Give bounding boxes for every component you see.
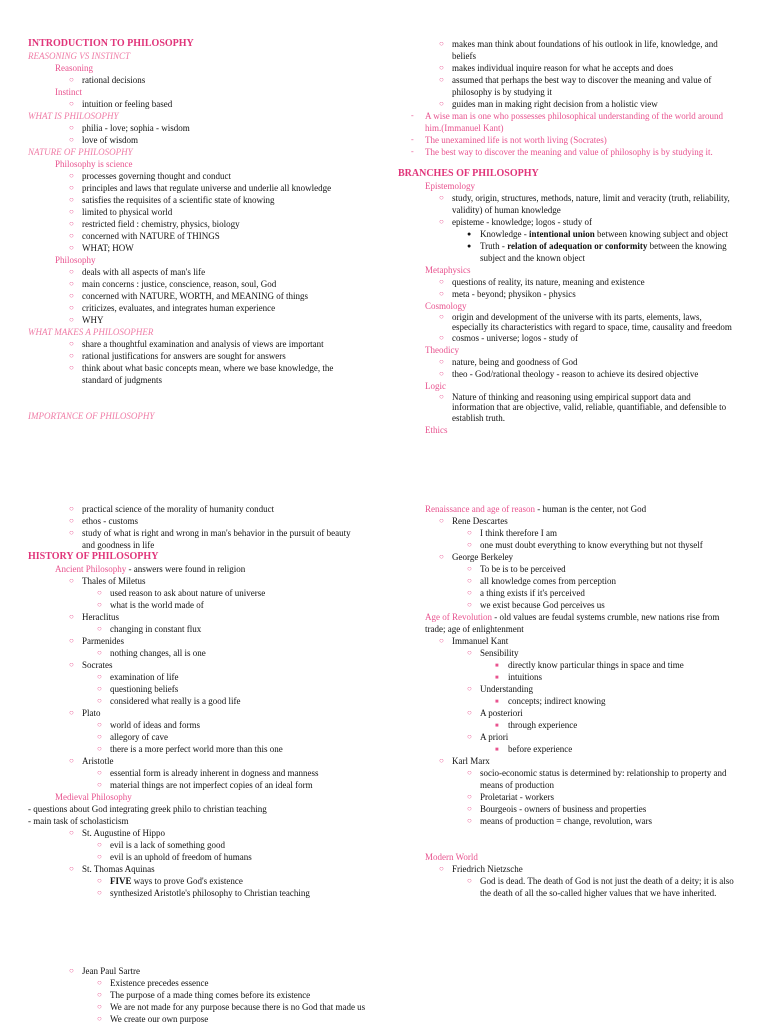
list-item: ○ satisfies the requisites of a scientific state of knowing xyxy=(82,194,378,206)
list-item: ■ intuitions xyxy=(508,671,743,683)
list-item: ○ cosmos - universe; logos - study of xyxy=(452,332,743,344)
list-item-cont: philosophy is by studying it xyxy=(452,87,553,97)
list-item: ○ episteme - knowledge; logos - study of xyxy=(452,216,743,228)
heading-what-makes-philosopher: WHAT MAKES A PHILOSOPHER xyxy=(28,327,154,337)
list-item: ■ concepts; indirect knowing xyxy=(508,695,743,707)
list-item-cont: beliefs xyxy=(452,51,476,61)
list-item: ○ I think therefore I am xyxy=(480,527,743,539)
list-item: ○ nature, being and goodness of God xyxy=(452,356,743,368)
list-item: ○ concerned with NATURE of THINGS xyxy=(82,230,378,242)
list-item: ○ Nature of thinking and reasoning using empirical support data and xyxy=(452,392,743,402)
subheading-metaphysics: Metaphysics xyxy=(425,265,471,275)
list-item-cont: subject and the known object xyxy=(480,253,585,263)
list-item: ○ principles and laws that regulate universe and underlie all knowledge xyxy=(82,182,378,194)
list-item: ○ We create our own purpose xyxy=(110,1013,388,1025)
list-item-cont: especially its characteristics with regard to space, time, causality and freedom xyxy=(452,322,732,332)
list-item: ○ limited to physical world xyxy=(82,206,378,218)
philosopher-augustine: ○ St. Augustine of Hippo xyxy=(82,827,388,839)
philosopher-parmenides: ○ Parmenides xyxy=(82,635,388,647)
page1-left-column xyxy=(28,38,378,422)
list-item-cont: means of production xyxy=(480,780,554,790)
list-item: ○ We are not made for any purpose because there is no God that made us xyxy=(110,1001,388,1013)
list-item: ○ Sensibility xyxy=(480,647,743,659)
heading-reasoning-vs-instinct: REASONING VS INSTINCT xyxy=(28,51,131,61)
subheading-epistemology: Epistemology xyxy=(425,181,475,191)
list-item: ○ guides man in making right decision from a holistic view xyxy=(452,98,743,110)
quote: - A wise man is one who possesses philosophical understanding of the world around xyxy=(425,110,743,122)
subheading-medieval: Medieval Philosophy xyxy=(55,792,132,802)
list-item: ○ deals with all aspects of man's life xyxy=(82,266,378,278)
list-item: ○ rational justifications for answers are sought for answers xyxy=(82,350,378,362)
subheading-reasoning: Reasoning xyxy=(55,63,93,73)
list-item: ○ practical science of the morality of humanity conduct xyxy=(82,503,388,515)
philosopher-kant: ○ Immanuel Kant xyxy=(452,635,743,647)
list-item: ○ study of what is right and wrong in man's behavior in the pursuit of beauty xyxy=(82,527,388,539)
list-item: ○ intuition or feeling based xyxy=(82,98,378,110)
list-item: ○ socio-economic status is determined by: relationship to property and xyxy=(480,767,743,779)
list-item: ○ processes governing thought and conduct xyxy=(82,170,378,182)
list-item: ○ essential form is already inherent in dogness and manness xyxy=(110,767,388,779)
philosopher-nietzsche: ○ Friedrich Nietzsche xyxy=(452,863,743,875)
revolution-cont: trade; age of enlightenment xyxy=(425,624,524,634)
list-item: ○ questions of reality, its nature, meaning and existence xyxy=(452,276,743,288)
list-item: ○ assumed that perhaps the best way to discover the meaning and value of xyxy=(452,74,743,86)
page-title: INTRODUCTION TO PHILOSOPHY xyxy=(28,38,194,49)
list-item: ○ nothing changes, all is one xyxy=(110,647,388,659)
list-item: ○ evil is a lack of something good xyxy=(110,839,388,851)
list-item: ○ A posteriori xyxy=(480,707,743,719)
subheading-theodicy: Theodicy xyxy=(425,345,459,355)
philosopher-socrates: ○ Socrates xyxy=(82,659,388,671)
list-item: ○ material things are not imperfect copies of an ideal form xyxy=(110,779,388,791)
list-item: ○ philia - love; sophia - wisdom xyxy=(82,122,378,134)
list-item: ○ world of ideas and forms xyxy=(110,719,388,731)
list-item: ○ meta - beyond; physikon - physics xyxy=(452,288,743,300)
list-item: ■ directly know particular things in space and time xyxy=(508,659,743,671)
list-item: ■ through experience xyxy=(508,719,743,731)
list-item: ○ rational decisions xyxy=(82,74,378,86)
philosopher-marx: ○ Karl Marx xyxy=(452,755,743,767)
quote: - The best way to discover the meaning and value of philosophy is by studying it. xyxy=(425,146,743,158)
philosopher-sartre: ○ Jean Paul Sartre xyxy=(82,965,388,977)
list-item: ○ makes individual inquire reason for what he accepts and does xyxy=(452,62,743,74)
philosopher-thales: ○ Thales of Miletus xyxy=(82,575,388,587)
list-item: ○ synthesized Aristotle's philosophy to Christian teaching xyxy=(110,887,388,899)
list-item: ○ think about what basic concepts mean, where we base knowledge, the xyxy=(82,362,378,374)
list-item: ○ all knowledge comes from perception xyxy=(480,575,743,587)
list-item: ○ A priori xyxy=(480,731,743,743)
subheading-ancient: Ancient Philosophy - answers were found in religion xyxy=(55,564,246,574)
philosopher-aristotle: ○ Aristotle xyxy=(82,755,388,767)
list-item: ○ main concerns : justice, conscience, reason, soul, God xyxy=(82,278,378,290)
list-item: ○ means of production = change, revolution, wars xyxy=(480,815,743,827)
subheading-logic: Logic xyxy=(425,381,446,391)
list-item-cont: validity) of human knowledge xyxy=(452,205,561,215)
list-item: ○ share a thoughtful examination and analysis of views are important xyxy=(82,338,378,350)
subheading-renaissance: Renaissance and age of reason - human is the center, not God xyxy=(425,504,647,514)
list-item: ○ To be is to be perceived xyxy=(480,563,743,575)
page2-left-column xyxy=(28,503,388,1025)
list-item: ○ allegory of cave xyxy=(110,731,388,743)
list-item: ○ criticizes, evaluates, and integrates human experience xyxy=(82,302,378,314)
heading-branches: BRANCHES OF PHILOSOPHY xyxy=(398,168,539,179)
list-item: ○ considered what really is a good life xyxy=(110,695,388,707)
list-item: ○ God is dead. The death of God is not just the death of a deity; it is also xyxy=(480,875,743,887)
list-item: ● Truth - relation of adequation or conformity between the knowing xyxy=(480,240,743,252)
list-item: ○ restricted field : chemistry, physics, biology xyxy=(82,218,378,230)
list-item: ○ FIVE ways to prove God's existence xyxy=(110,875,388,887)
list-item: ○ WHAT; HOW xyxy=(82,242,378,254)
list-item: ○ love of wisdom xyxy=(82,134,378,146)
subheading-modern: Modern World xyxy=(425,852,478,862)
list-item: ○ examination of life xyxy=(110,671,388,683)
philosopher-aquinas: ○ St. Thomas Aquinas xyxy=(82,863,388,875)
list-item: ○ WHY xyxy=(82,314,378,326)
list-item: ○ changing in constant flux xyxy=(110,623,388,635)
philosopher-descartes: ○ Rene Descartes xyxy=(452,515,743,527)
philosopher-plato: ○ Plato xyxy=(82,707,388,719)
list-item: ○ used reason to ask about nature of universe xyxy=(110,587,388,599)
subheading-philosophy: Philosophy xyxy=(55,255,96,265)
list-item: ○ one must doubt everything to know everything but not thyself xyxy=(480,539,743,551)
page1-right-column xyxy=(398,38,743,436)
philosopher-heraclitus: ○ Heraclitus xyxy=(82,611,388,623)
list-item-cont: establish truth. xyxy=(452,413,505,423)
philosopher-berkeley: ○ George Berkeley xyxy=(452,551,743,563)
list-item-cont: standard of judgments xyxy=(82,375,162,385)
list-item: ○ Understanding xyxy=(480,683,743,695)
page2-right-column xyxy=(398,503,743,899)
list-item: ○ makes man think about foundations of his outlook in life, knowledge, and xyxy=(452,38,743,50)
list-item: ○ a thing exists if it's perceived xyxy=(480,587,743,599)
list-item: ○ what is the world made of xyxy=(110,599,388,611)
list-item-cont: the death of all the so-called higher values that we have inherited. xyxy=(480,888,717,898)
medieval-line: - questions about God integrating greek philo to christian teaching xyxy=(28,804,267,814)
list-item: ■ before experience xyxy=(508,743,743,755)
list-item-cont: information that are objective, valid, reliable, quantifiable, and defensible to xyxy=(452,402,727,412)
subheading-ethics: Ethics xyxy=(425,425,448,435)
heading-importance: IMPORTANCE OF PHILOSOPHY xyxy=(28,411,155,421)
heading-nature-of-philosophy: NATURE OF PHILOSOPHY xyxy=(28,147,133,157)
subheading-science: Philosophy is science xyxy=(55,159,133,169)
list-item: ○ questioning beliefs xyxy=(110,683,388,695)
list-item: ○ origin and development of the universe with its parts, elements, laws, xyxy=(452,312,743,322)
list-item: ○ The purpose of a made thing comes before its existence xyxy=(110,989,388,1001)
list-item: ○ evil is an uphold of freedom of humans xyxy=(110,851,388,863)
list-item: ○ study, origin, structures, methods, nature, limit and veracity (truth, reliability, xyxy=(452,192,743,204)
list-item: ○ we exist because God perceives us xyxy=(480,599,743,611)
list-item: ○ Proletariat - workers xyxy=(480,791,743,803)
list-item: ○ ethos - customs xyxy=(82,515,388,527)
list-item: ○ Existence precedes essence xyxy=(110,977,388,989)
subheading-instinct: Instinct xyxy=(55,87,82,97)
subheading-revolution: Age of Revolution - old values are feudal systems crumble, new nations rise from xyxy=(425,612,720,622)
heading-history: HISTORY OF PHILOSOPHY xyxy=(28,551,159,562)
list-item: ○ Bourgeois - owners of business and properties xyxy=(480,803,743,815)
quote: - The unexamined life is not worth living (Socrates) xyxy=(425,134,743,146)
quote-cont: him.(Immanuel Kant) xyxy=(425,123,504,133)
list-item: ○ theo - God/rational theology - reason to achieve its desired objective xyxy=(452,368,743,380)
heading-what-is-philosophy: WHAT IS PHILOSOPHY xyxy=(28,111,119,121)
list-item: ○ concerned with NATURE, WORTH, and MEANING of things xyxy=(82,290,378,302)
list-item: ○ there is a more perfect world more than this one xyxy=(110,743,388,755)
list-item-cont: and goodness in life xyxy=(82,540,155,550)
medieval-line: - main task of scholasticism xyxy=(28,816,129,826)
subheading-cosmology: Cosmology xyxy=(425,301,467,311)
list-item: ● Knowledge - intentional union between knowing subject and object xyxy=(480,228,743,240)
